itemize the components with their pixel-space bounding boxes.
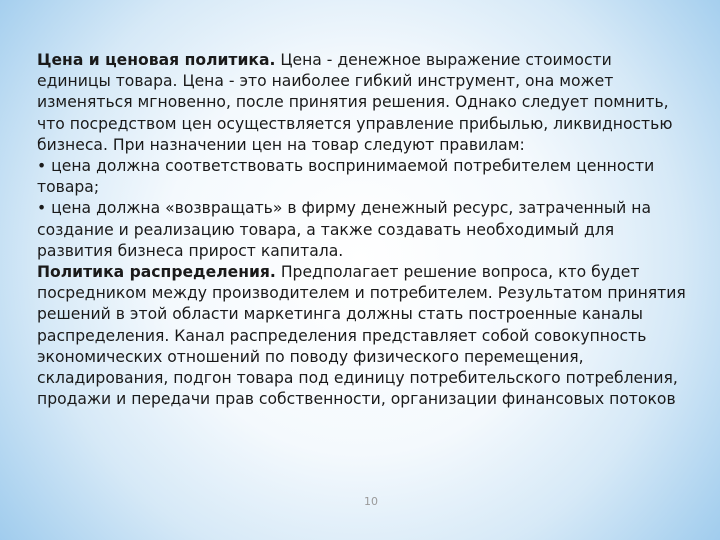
price-policy-paragraph <box>37 50 687 156</box>
slide-body-text <box>37 50 687 410</box>
distribution-policy-text: Предполагает решение вопроса, кто будет посредником между производителем и потребителем. Результатом принятия решений в этой области маркетинга должны стать построенные каналы распределения. Канал распределения представляет собой совокупность экономических отношений по поводу физического перемещения, складирования, подгон товара под единицу потребительского потребления, продажи и передачи прав собственности, организации финансовых потоков <box>37 263 686 409</box>
page-number: 10 <box>364 495 378 508</box>
bullet-item-1: • цена должна соответствовать воспринимаемой потребителем ценности товара; <box>37 157 655 197</box>
distribution-policy-paragraph <box>37 262 687 410</box>
bullet-item-2: • цена должна «возвращать» в фирму денежный ресурс, затраченный на создание и реализацию товара, а также создавать необходимый для развития бизнеса прирост капитала. <box>37 199 652 260</box>
price-policy-heading: Цена и ценовая политика. <box>37 51 276 69</box>
price-policy-text: Цена - денежное выражение стоимости единицы товара. Цена - это наиболее гибкий инструмент, она может изменяться мгновенно, после принятия решения. Однако следует помнить, что посредством цен осуществляется управление прибылью, ликвидностью бизнеса. При назначении цен на товар следуют правилам: <box>37 51 673 154</box>
distribution-policy-heading: Политика распределения. <box>37 263 276 282</box>
